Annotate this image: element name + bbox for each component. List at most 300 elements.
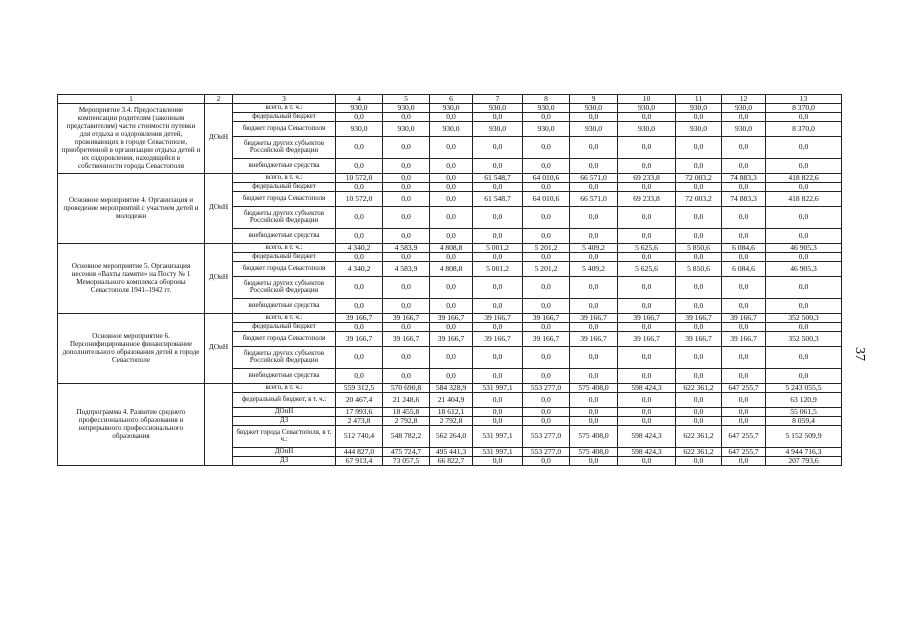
value-cell: 0,0 — [570, 416, 618, 425]
value-cell: 5 201,2 — [523, 261, 570, 276]
value-cell: 622 361,2 — [676, 383, 722, 392]
executor — [205, 383, 233, 465]
value-cell: 0,0 — [336, 112, 383, 121]
value-cell: 0,0 — [766, 368, 842, 383]
executor: ДОиН — [205, 103, 233, 173]
value-cell: 930,0 — [722, 103, 766, 112]
value-cell: 0,0 — [722, 346, 766, 368]
executor: ДОиН — [205, 243, 233, 313]
value-cell: 0,0 — [383, 158, 430, 173]
value-cell: 930,0 — [618, 121, 676, 136]
value-cell: 0,0 — [570, 276, 618, 298]
value-cell: 0,0 — [618, 416, 676, 425]
header-cell: 1 — [58, 95, 205, 104]
value-cell: 39 166,7 — [473, 313, 523, 322]
value-cell: 5 001,2 — [473, 261, 523, 276]
value-cell: 930,0 — [336, 121, 383, 136]
executor: ДОиН — [205, 173, 233, 243]
value-cell: 0,0 — [336, 182, 383, 191]
value-cell: 0,0 — [618, 346, 676, 368]
value-cell: 8 370,0 — [766, 103, 842, 112]
value-cell: 39 166,7 — [570, 331, 618, 346]
value-cell: 0,0 — [676, 346, 722, 368]
value-cell: 495 441,3 — [430, 447, 473, 456]
value-cell: 72 003,2 — [676, 191, 722, 206]
value-cell: 0,0 — [676, 368, 722, 383]
value-cell: 0,0 — [473, 112, 523, 121]
value-cell: 0,0 — [523, 158, 570, 173]
value-cell: 207 793,6 — [766, 456, 842, 465]
value-cell: 0,0 — [618, 206, 676, 228]
funding-source: бюджеты других субъектов Российской Федерации — [233, 206, 336, 228]
activity-name: Основное мероприятие 6. Персонифицированное финансирование дополнительного образования детей в городе Севастополе — [58, 313, 205, 383]
value-cell: 0,0 — [570, 407, 618, 416]
value-cell: 0,0 — [766, 136, 842, 158]
value-cell: 5 850,6 — [676, 261, 722, 276]
value-cell: 0,0 — [523, 392, 570, 407]
value-cell: 0,0 — [766, 252, 842, 261]
value-cell: 69 233,8 — [618, 191, 676, 206]
value-cell: 0,0 — [383, 368, 430, 383]
value-cell: 0,0 — [676, 182, 722, 191]
value-cell: 0,0 — [570, 228, 618, 243]
value-cell: 0,0 — [473, 407, 523, 416]
funding-source: бюджет города Севастополя — [233, 191, 336, 206]
value-cell: 72 003,2 — [676, 173, 722, 182]
header-cell: 6 — [430, 95, 473, 104]
value-cell: 39 166,7 — [676, 331, 722, 346]
funding-source: всего, в т. ч.: — [233, 383, 336, 392]
value-cell: 39 166,7 — [722, 331, 766, 346]
value-cell: 0,0 — [473, 228, 523, 243]
header-cell: 3 — [233, 95, 336, 104]
value-cell: 930,0 — [430, 121, 473, 136]
value-cell: 930,0 — [722, 121, 766, 136]
table-row — [58, 313, 842, 322]
value-cell: 0,0 — [676, 416, 722, 425]
value-cell: 0,0 — [722, 407, 766, 416]
value-cell: 0,0 — [523, 182, 570, 191]
value-cell: 622 361,2 — [676, 447, 722, 456]
header-cell: 11 — [676, 95, 722, 104]
value-cell: 5 409,2 — [570, 243, 618, 252]
value-cell: 0,0 — [676, 158, 722, 173]
value-cell: 531 997,1 — [473, 425, 523, 447]
value-cell: 0,0 — [618, 158, 676, 173]
funding-source: ДОиН — [233, 407, 336, 416]
value-cell: 0,0 — [383, 182, 430, 191]
value-cell: 0,0 — [570, 456, 618, 465]
value-cell: 4 808,8 — [430, 261, 473, 276]
value-cell: 930,0 — [570, 103, 618, 112]
funding-source: ДОиН — [233, 447, 336, 456]
value-cell: 0,0 — [473, 346, 523, 368]
executor: ДОиН — [205, 313, 233, 383]
value-cell: 4 340,2 — [336, 261, 383, 276]
value-cell: 647 255,7 — [722, 447, 766, 456]
value-cell: 553 277,0 — [523, 383, 570, 392]
value-cell: 39 166,7 — [430, 313, 473, 322]
value-cell: 475 724,7 — [383, 447, 430, 456]
value-cell: 21 248,6 — [383, 392, 430, 407]
value-cell: 0,0 — [473, 456, 523, 465]
value-cell: 0,0 — [383, 298, 430, 313]
value-cell: 17 993,6 — [336, 407, 383, 416]
funding-source: внебюджетные средства — [233, 368, 336, 383]
value-cell: 0,0 — [336, 136, 383, 158]
value-cell: 0,0 — [383, 173, 430, 182]
value-cell: 0,0 — [430, 228, 473, 243]
value-cell: 0,0 — [570, 322, 618, 331]
activity-name: Мероприятие 3.4. Предоставление компенсации родителям (законным представителям) части стоимости путевки для отдыха и оздоровления детей, проживающих в городе Севастополе, приобретенной в организации отдыха детей и их оздоровления, находящейся в собственности города Севастополя — [58, 103, 205, 173]
value-cell: 352 500,3 — [766, 313, 842, 322]
value-cell: 39 166,7 — [618, 331, 676, 346]
value-cell: 0,0 — [676, 322, 722, 331]
value-cell: 0,0 — [473, 392, 523, 407]
value-cell: 0,0 — [430, 298, 473, 313]
value-cell: 0,0 — [383, 252, 430, 261]
value-cell: 0,0 — [383, 136, 430, 158]
value-cell: 0,0 — [473, 416, 523, 425]
value-cell: 2 792,8 — [383, 416, 430, 425]
value-cell: 64 010,6 — [523, 173, 570, 182]
value-cell: 5 152 509,9 — [766, 425, 842, 447]
value-cell: 930,0 — [570, 121, 618, 136]
header-cell: 9 — [570, 95, 618, 104]
value-cell: 0,0 — [383, 206, 430, 228]
value-cell: 0,0 — [676, 112, 722, 121]
value-cell: 0,0 — [722, 456, 766, 465]
value-cell: 647 255,7 — [722, 425, 766, 447]
funding-source: бюджет города Севастополя — [233, 261, 336, 276]
value-cell: 0,0 — [430, 368, 473, 383]
value-cell: 0,0 — [766, 346, 842, 368]
value-cell: 0,0 — [383, 112, 430, 121]
value-cell: 0,0 — [430, 112, 473, 121]
value-cell: 0,0 — [618, 392, 676, 407]
value-cell: 352 500,3 — [766, 331, 842, 346]
value-cell: 10 572,0 — [336, 173, 383, 182]
value-cell: 0,0 — [430, 182, 473, 191]
value-cell: 4 340,2 — [336, 243, 383, 252]
value-cell: 553 277,0 — [523, 447, 570, 456]
value-cell: 39 166,7 — [523, 313, 570, 322]
page-number: 37 — [852, 347, 867, 361]
value-cell: 930,0 — [383, 121, 430, 136]
value-cell: 5 409,2 — [570, 261, 618, 276]
value-cell: 559 312,5 — [336, 383, 383, 392]
value-cell: 74 883,3 — [722, 173, 766, 182]
value-cell: 0,0 — [336, 298, 383, 313]
value-cell: 930,0 — [383, 103, 430, 112]
value-cell: 39 166,7 — [570, 313, 618, 322]
value-cell: 64 010,6 — [523, 191, 570, 206]
value-cell: 0,0 — [523, 228, 570, 243]
value-cell: 0,0 — [336, 158, 383, 173]
funding-source: всего, в т. ч.: — [233, 243, 336, 252]
value-cell: 0,0 — [570, 112, 618, 121]
value-cell: 0,0 — [523, 416, 570, 425]
value-cell: 0,0 — [473, 136, 523, 158]
value-cell: 0,0 — [523, 407, 570, 416]
value-cell: 66 571,0 — [570, 173, 618, 182]
value-cell: 0,0 — [336, 228, 383, 243]
value-cell: 0,0 — [430, 322, 473, 331]
value-cell: 0,0 — [336, 206, 383, 228]
value-cell: 0,0 — [722, 228, 766, 243]
value-cell: 0,0 — [383, 276, 430, 298]
funding-source: всего, в т. ч.: — [233, 313, 336, 322]
value-cell: 0,0 — [766, 298, 842, 313]
value-cell: 8 059,4 — [766, 416, 842, 425]
value-cell: 0,0 — [430, 276, 473, 298]
value-cell: 67 913,4 — [336, 456, 383, 465]
value-cell: 930,0 — [523, 103, 570, 112]
header-cell: 5 — [383, 95, 430, 104]
value-cell: 39 166,7 — [722, 313, 766, 322]
value-cell: 0,0 — [722, 276, 766, 298]
value-cell: 4 583,9 — [383, 261, 430, 276]
value-cell: 18 612,1 — [430, 407, 473, 416]
funding-source: бюджет города Севастополя — [233, 331, 336, 346]
header-cell: 13 — [766, 95, 842, 104]
table-row — [58, 103, 842, 112]
value-cell: 0,0 — [570, 252, 618, 261]
value-cell: 0,0 — [570, 368, 618, 383]
value-cell: 4 944 716,3 — [766, 447, 842, 456]
value-cell: 39 166,7 — [336, 313, 383, 322]
value-cell: 0,0 — [618, 407, 676, 416]
value-cell: 0,0 — [676, 136, 722, 158]
value-cell: 0,0 — [430, 346, 473, 368]
value-cell: 0,0 — [523, 456, 570, 465]
funding-source: федеральный бюджет — [233, 112, 336, 121]
value-cell: 0,0 — [336, 322, 383, 331]
value-cell: 562 264,0 — [430, 425, 473, 447]
value-cell: 418 822,6 — [766, 173, 842, 182]
funding-source: бюджеты других субъектов Российской Федерации — [233, 276, 336, 298]
funding-source: федеральный бюджет — [233, 322, 336, 331]
funding-source: бюджеты других субъектов Российской Федерации — [233, 136, 336, 158]
header-cell: 2 — [205, 95, 233, 104]
value-cell: 0,0 — [383, 322, 430, 331]
value-cell: 0,0 — [618, 322, 676, 331]
value-cell: 5 625,6 — [618, 261, 676, 276]
header-cell: 7 — [473, 95, 523, 104]
value-cell: 5 243 055,5 — [766, 383, 842, 392]
value-cell: 0,0 — [618, 136, 676, 158]
value-cell: 0,0 — [676, 206, 722, 228]
value-cell: 0,0 — [523, 252, 570, 261]
value-cell: 598 424,3 — [618, 425, 676, 447]
value-cell: 4 808,8 — [430, 243, 473, 252]
value-cell: 0,0 — [676, 228, 722, 243]
value-cell: 0,0 — [618, 252, 676, 261]
value-cell: 930,0 — [676, 121, 722, 136]
value-cell: 444 827,0 — [336, 447, 383, 456]
value-cell: 0,0 — [676, 298, 722, 313]
value-cell: 66 822,7 — [430, 456, 473, 465]
header-cell: 8 — [523, 95, 570, 104]
value-cell: 622 361,2 — [676, 425, 722, 447]
value-cell: 0,0 — [722, 298, 766, 313]
value-cell: 0,0 — [570, 392, 618, 407]
value-cell: 0,0 — [473, 322, 523, 331]
value-cell: 8 370,0 — [766, 121, 842, 136]
activity-name: Подпрограмма 4. Развитие среднего профессионального образования и непрерывного профессионального образования — [58, 383, 205, 465]
value-cell: 0,0 — [336, 276, 383, 298]
value-cell: 4 583,9 — [383, 243, 430, 252]
value-cell: 0,0 — [766, 182, 842, 191]
value-cell: 0,0 — [473, 158, 523, 173]
value-cell: 930,0 — [523, 121, 570, 136]
value-cell: 39 166,7 — [523, 331, 570, 346]
value-cell: 930,0 — [430, 103, 473, 112]
value-cell: 575 408,0 — [570, 447, 618, 456]
value-cell: 0,0 — [722, 416, 766, 425]
value-cell: 61 548,7 — [473, 191, 523, 206]
value-cell: 0,0 — [618, 298, 676, 313]
header-cell: 4 — [336, 95, 383, 104]
value-cell: 5 001,2 — [473, 243, 523, 252]
value-cell: 570 690,8 — [383, 383, 430, 392]
value-cell: 0,0 — [523, 368, 570, 383]
funding-source: внебюджетные средства — [233, 158, 336, 173]
funding-source: федеральный бюджет — [233, 182, 336, 191]
value-cell: 0,0 — [523, 112, 570, 121]
value-cell: 0,0 — [523, 136, 570, 158]
value-cell: 0,0 — [722, 158, 766, 173]
value-cell: 0,0 — [336, 346, 383, 368]
funding-source: внебюджетные средства — [233, 228, 336, 243]
value-cell: 6 084,6 — [722, 261, 766, 276]
value-cell: 0,0 — [618, 182, 676, 191]
value-cell: 73 057,5 — [383, 456, 430, 465]
header-row — [58, 95, 842, 104]
value-cell: 0,0 — [523, 322, 570, 331]
value-cell: 46 905,3 — [766, 261, 842, 276]
value-cell: 0,0 — [766, 206, 842, 228]
value-cell: 39 166,7 — [383, 331, 430, 346]
value-cell: 39 166,7 — [676, 313, 722, 322]
value-cell: 0,0 — [383, 346, 430, 368]
value-cell: 0,0 — [473, 368, 523, 383]
header-cell: 12 — [722, 95, 766, 104]
value-cell: 0,0 — [722, 182, 766, 191]
value-cell: 21 404,9 — [430, 392, 473, 407]
value-cell: 61 548,7 — [473, 173, 523, 182]
value-cell: 55 061,5 — [766, 407, 842, 416]
value-cell: 0,0 — [570, 158, 618, 173]
value-cell: 0,0 — [430, 206, 473, 228]
value-cell: 0,0 — [570, 182, 618, 191]
funding-source: всего, в т. ч.: — [233, 103, 336, 112]
value-cell: 39 166,7 — [618, 313, 676, 322]
value-cell: 598 424,3 — [618, 447, 676, 456]
value-cell: 0,0 — [383, 191, 430, 206]
value-cell: 531 997,1 — [473, 447, 523, 456]
value-cell: 930,0 — [618, 103, 676, 112]
funding-source: федеральный бюджет — [233, 252, 336, 261]
value-cell: 418 822,6 — [766, 191, 842, 206]
value-cell: 0,0 — [676, 276, 722, 298]
value-cell: 0,0 — [722, 136, 766, 158]
value-cell: 63 120,9 — [766, 392, 842, 407]
value-cell: 2 792,8 — [430, 416, 473, 425]
value-cell: 69 233,8 — [618, 173, 676, 182]
value-cell: 553 277,0 — [523, 425, 570, 447]
value-cell: 18 455,8 — [383, 407, 430, 416]
value-cell: 0,0 — [766, 322, 842, 331]
value-cell: 930,0 — [336, 103, 383, 112]
value-cell: 0,0 — [722, 392, 766, 407]
value-cell: 66 571,0 — [570, 191, 618, 206]
value-cell: 0,0 — [676, 252, 722, 261]
value-cell: 598 424,3 — [618, 383, 676, 392]
value-cell: 0,0 — [766, 158, 842, 173]
value-cell: 0,0 — [676, 456, 722, 465]
value-cell: 0,0 — [523, 206, 570, 228]
value-cell: 0,0 — [430, 136, 473, 158]
value-cell: 0,0 — [570, 346, 618, 368]
value-cell: 0,0 — [336, 252, 383, 261]
value-cell: 0,0 — [618, 368, 676, 383]
value-cell: 584 328,9 — [430, 383, 473, 392]
value-cell: 0,0 — [473, 206, 523, 228]
value-cell: 0,0 — [473, 182, 523, 191]
funding-source: всего, в т. ч.: — [233, 173, 336, 182]
value-cell: 647 255,7 — [722, 383, 766, 392]
value-cell: 531 997,1 — [473, 383, 523, 392]
value-cell: 0,0 — [676, 407, 722, 416]
value-cell: 548 782,2 — [383, 425, 430, 447]
funding-source: внебюджетные средства — [233, 298, 336, 313]
value-cell: 575 408,0 — [570, 425, 618, 447]
value-cell: 0,0 — [523, 276, 570, 298]
table-row — [58, 243, 842, 252]
activity-name: Основное мероприятие 4. Организация и проведение мероприятий с участием детей и молодежи — [58, 173, 205, 243]
value-cell: 0,0 — [766, 276, 842, 298]
value-cell: 0,0 — [523, 298, 570, 313]
value-cell: 2 473,8 — [336, 416, 383, 425]
value-cell: 0,0 — [430, 173, 473, 182]
value-cell: 0,0 — [722, 368, 766, 383]
value-cell: 39 166,7 — [336, 331, 383, 346]
value-cell: 0,0 — [722, 322, 766, 331]
value-cell: 0,0 — [618, 112, 676, 121]
value-cell: 39 166,7 — [473, 331, 523, 346]
value-cell: 0,0 — [473, 252, 523, 261]
value-cell: 5 201,2 — [523, 243, 570, 252]
funding-source: бюджеты других субъектов Российской Федерации — [233, 346, 336, 368]
value-cell: 0,0 — [473, 276, 523, 298]
value-cell: 10 572,0 — [336, 191, 383, 206]
funding-source: бюджет города Севастополя, в т. ч.: — [233, 425, 336, 447]
value-cell: 5 850,6 — [676, 243, 722, 252]
value-cell: 0,0 — [473, 298, 523, 313]
header-cell: 10 — [618, 95, 676, 104]
value-cell: 20 467,4 — [336, 392, 383, 407]
funding-source: федеральный бюджет, в т. ч.: — [233, 392, 336, 407]
table-row — [58, 383, 842, 392]
value-cell: 512 740,4 — [336, 425, 383, 447]
funding-source: ДЗ — [233, 416, 336, 425]
value-cell: 0,0 — [430, 252, 473, 261]
funding-source: ДЗ — [233, 456, 336, 465]
value-cell: 930,0 — [473, 121, 523, 136]
value-cell: 46 905,3 — [766, 243, 842, 252]
value-cell: 0,0 — [570, 298, 618, 313]
